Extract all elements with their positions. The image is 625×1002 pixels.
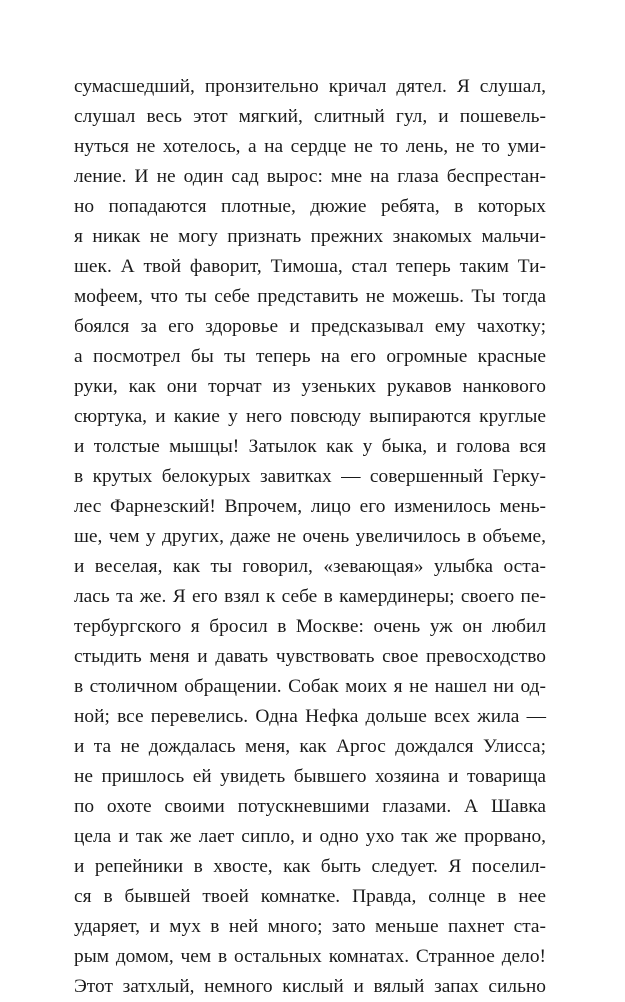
text-line: и та не дождалась меня, как Аргос дождался Улисса; (74, 736, 546, 757)
text-line: цела и так же лает сипло, и одно ухо так же прорвано, (74, 826, 546, 847)
text-line: по охоте своими потускневшими глазами. А Шавка (74, 796, 546, 817)
text-line: тербургского я бросил в Москве: очень уж он любил (74, 616, 546, 637)
text-line: я никак не могу признать прежних знакомых мальчи- (74, 226, 546, 247)
text-line: и репейники в хвосте, как быть следует. Я поселил- (74, 856, 546, 877)
text-line: ше, чем у других, даже не очень увеличилось в объеме, (74, 526, 546, 547)
text-line: мофеем, что ты себе представить не можешь. Ты тогда (74, 286, 546, 307)
text-line: и веселая, как ты говорил, «зевающая» улыбка оста- (74, 556, 546, 577)
text-line: в крутых белокурых завитках — совершенный Герку- (74, 466, 546, 487)
text-line: ной; все перевелись. Одна Нефка дольше всех жила — (74, 706, 546, 727)
text-line: но попадаются плотные, дюжие ребята, в которых (74, 196, 546, 217)
text-line: ударяет, и мух в ней много; зато меньше пахнет ста- (74, 916, 546, 937)
text-line: а посмотрел бы ты теперь на его огромные красные (74, 346, 546, 367)
text-line: и толстые мышцы! Затылок как у быка, и голова вся (74, 436, 546, 457)
text-line: в столичном обращении. Собак моих я не нашел ни од- (74, 676, 546, 697)
text-line: сумасшедший, пронзительно кричал дятел. Я слушал, (74, 76, 546, 97)
text-line: стыдить меня и давать чувствовать свое превосходство (74, 646, 546, 667)
body-text (74, 72, 546, 1002)
text-line: ся в бывшей твоей комнатке. Правда, солнце в нее (74, 886, 546, 907)
text-line: лась та же. Я его взял к себе в камердинеры; своего пе- (74, 586, 546, 607)
text-line: боялся за его здоровье и предсказывал ему чахотку; (74, 316, 546, 337)
text-line: нуться не хотелось, а на сердце не то лень, не то уми- (74, 136, 546, 157)
text-line: сюртука, и какие у него повсюду выпираются круглые (74, 406, 546, 427)
text-line: рым домом, чем в остальных комнатах. Странное дело! (74, 946, 546, 967)
text-line: слушал весь этот мягкий, слитный гул, и пошевель- (74, 106, 546, 127)
text-line: шек. А твой фаворит, Тимоша, стал теперь таким Ти- (74, 256, 546, 277)
text-line: не пришлось ей увидеть бывшего хозяина и товарища (74, 766, 546, 787)
text-line: ление. И не один сад вырос: мне на глаза беспрестан- (74, 166, 546, 187)
text-line: руки, как они торчат из узеньких рукавов нанкового (74, 376, 546, 397)
text-line: лес Фарнезский! Впрочем, лицо его изменилось мень- (74, 496, 546, 517)
text-line: Этот затхлый, немного кислый и вялый запах сильно (74, 976, 546, 997)
